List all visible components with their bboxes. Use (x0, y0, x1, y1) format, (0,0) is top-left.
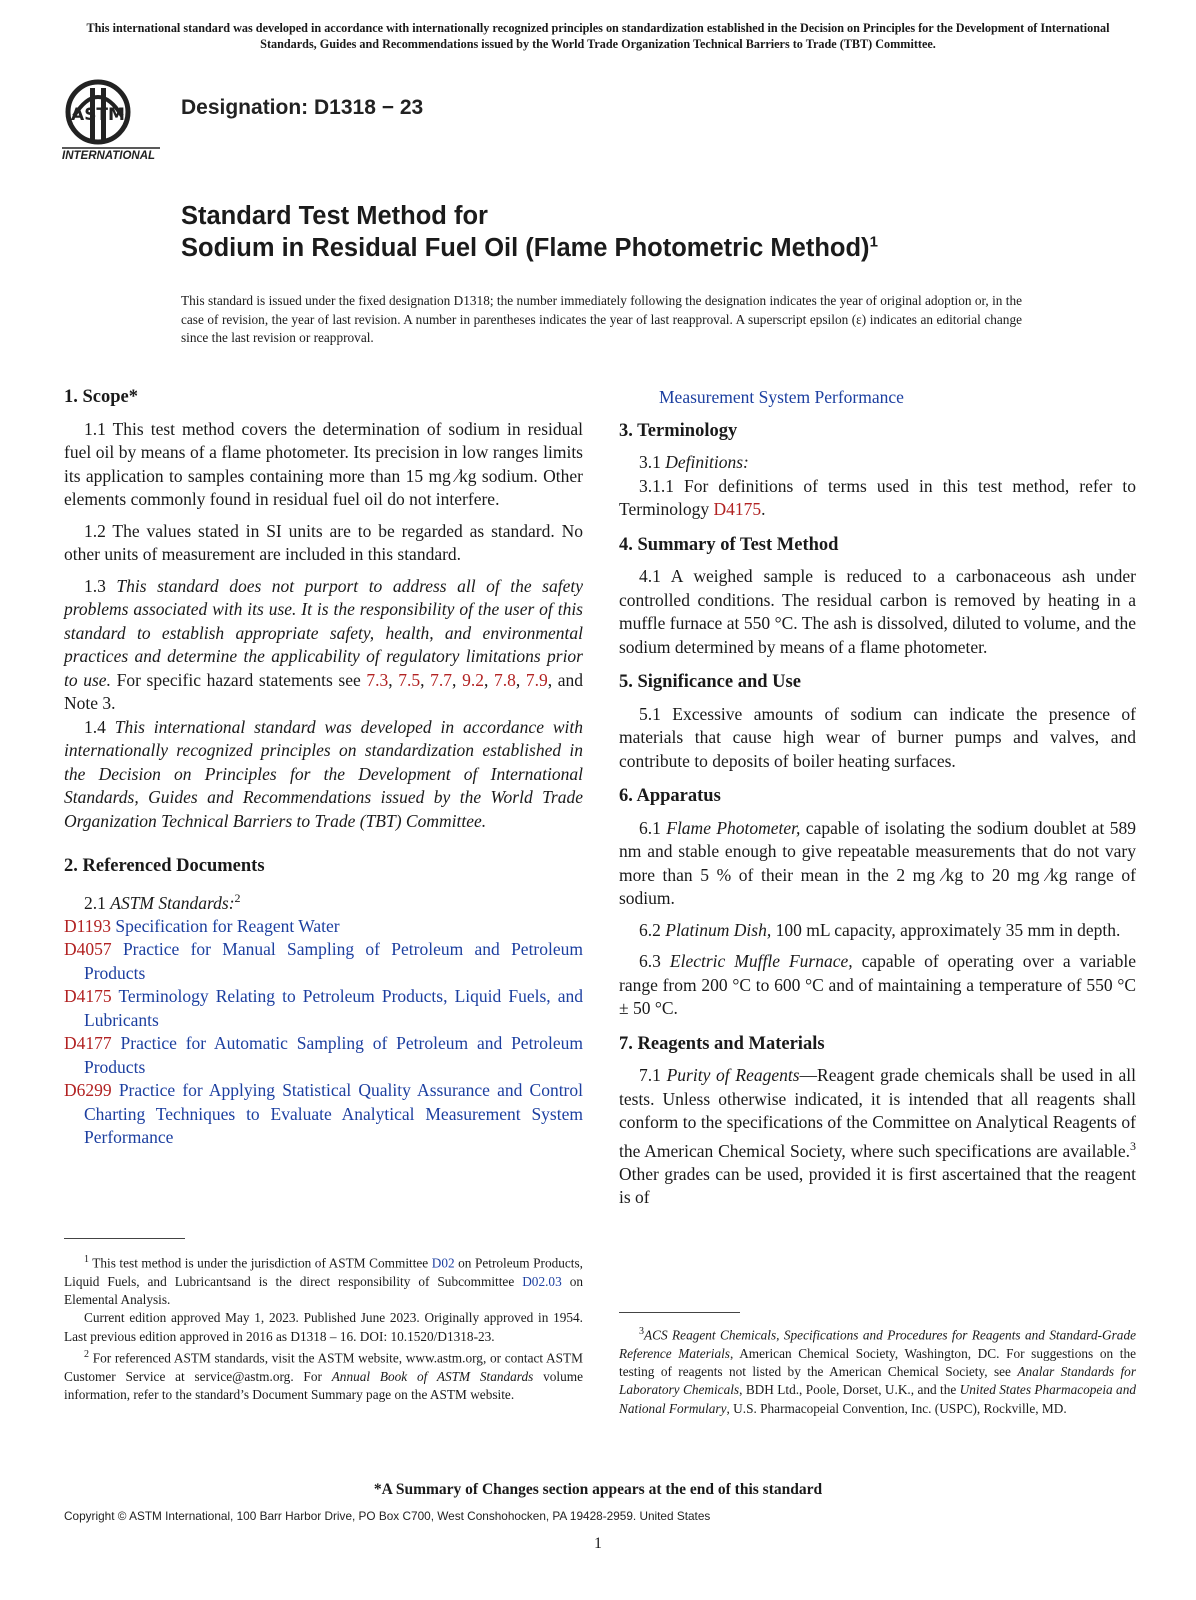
ref-link-7-7[interactable]: 7.7 (430, 669, 453, 690)
ref-link-7-5[interactable]: 7.5 (398, 669, 421, 690)
document-title (181, 200, 878, 264)
top-note: This international standard was developed in accordance with internationally recognized principles on standardization established in the Decision on Principles for the Development of International Standards, Guides and Recommendations issued by the World Trade Organization Technical Barriers to Trade (TBT) Committee. (86, 21, 1110, 51)
astm-logo (60, 70, 172, 166)
subcommittee-d02-03-link[interactable]: D02.03 (522, 1273, 562, 1289)
terminology-para-3-1: 3.1 Definitions: (639, 452, 749, 472)
terminology-para-3-1-1: 3.1.1 For definitions of terms used in this test method, refer to Terminology D4175. (619, 475, 1136, 519)
ref-item-d6299[interactable]: D6299 Practice for Applying Statistical Quality Assurance and Control Charting Techniques to Evaluate Analytical Measurement System Performance (64, 1080, 583, 1148)
ref-link-7-3[interactable]: 7.3 (366, 669, 389, 690)
scope-para-1-4: 1.4 This international standard was developed in accordance with internationally recognized principles on standardization established in the Decision on Principles for the Development of International Standards, Guides and Recommendations issued by the World Trade Organization Technical Barriers to Trade (TBT) Committee. (64, 716, 584, 831)
ref-link-7-8[interactable]: 7.8 (493, 669, 516, 690)
title-line-1: Standard Test Method for (181, 202, 488, 230)
reagents-para-7-1: 7.1 Purity of Reagents—Reagent grade chemicals shall be used in all tests. Unless otherwise indicated, it is intended that all reagents shall conform to the specifications of the Committee on Analytical Reagents of the American Chemical Society, where such specifications are available.$^3$ Other grades can be used, provided it is first ascertained that the reagent is of (619, 1065, 1136, 1208)
apparatus-para-6-3: 6.3 Electric Muffle Furnace, capable of operating over a variable range from 200 °C to 600 °C and of maintaining a temperature of 550 °C ± 50 °C. (619, 951, 1137, 1018)
left-column (64, 386, 584, 1148)
scope-para-1-1: 1.1 This test method covers the determination of sodium in residual fuel oil by means of a flame photometer. Its precision in low ranges limits its application to samples containing more than 15 mg ⁄kg sodium. Other elements commonly found in residual fuel oil do not interfere. (64, 418, 583, 509)
ref-item-d1193[interactable]: D1193 Specification for Reagent Water (64, 915, 340, 936)
ref-link-9-2[interactable]: 9.2 (462, 669, 484, 690)
issue-note: This standard is issued under the fixed designation D1318; the number immediately following the designation indicates the year of original adoption or, in the case of revision, the year of last revision. A number in parentheses indicates the year of last reapproval. A superscript epsilon (ε) indicates an editorial change since the last revision or reapproval. (181, 293, 1022, 345)
footnote-1: $^1$ This test method is under the jurisdiction of ASTM Committee D02 on Petroleum Products, Liquid Fuels, and Lubricantsand is the direct responsibility of Subcommittee D02.03 on Elemental Analysis. (64, 1254, 583, 1308)
apparatus-para-6-2: 6.2 Platinum Dish, 100 mL capacity, approximately 35 mm in depth. (639, 919, 1121, 940)
footnote-rule-right (619, 1312, 740, 1313)
section-summary-heading: 4. Summary of Test Method (619, 534, 839, 555)
logo-text: ASTM (71, 105, 125, 125)
ref-item-d4177[interactable]: D4177 Practice for Automatic Sampling of Petroleum and Petroleum Products (64, 1033, 584, 1077)
designation: Designation: D1318 − 23 (181, 96, 424, 119)
footnote-rule (64, 1238, 185, 1239)
ref-link-d4175[interactable]: D4175 (713, 499, 762, 519)
section-significance-heading: 5. Significance and Use (619, 672, 801, 692)
summary-of-changes-note: *A Summary of Changes section appears at the end of this standard (373, 1481, 823, 1498)
ref-item-d4057[interactable]: D4057 Practice for Manual Sampling of Petroleum and Petroleum Products (64, 939, 583, 983)
footnote-2: $^2$ For referenced ASTM standards, visit the ASTM website, www.astm.org, or contact ASTM Customer Service at service@astm.org. For Annual Book of ASTM Standards volume information, refer to the standard’s Document Summary page on the ASTM website. (64, 1348, 584, 1402)
logo-subtext: INTERNATIONAL (62, 150, 156, 162)
section-scope-heading: 1. Scope* (64, 387, 138, 407)
footnote-3: $^3$ACS Reagent Chemicals, Specifications and Procedures for Reagents and Standard-Grade Reference Materials, American Chemical Society, Washington, DC. For suggestions on the testing of reagents not listed by the American Chemical Society, see Analar Standards for Laboratory Chemicals, BDH Ltd., Poole, Dorset, U.K., and the United States Pharmacopeia and National Formulary, U.S. Pharmacopeial Convention, Inc. (USPC), Rockville, MD. (619, 1326, 1137, 1416)
right-column (619, 386, 1136, 1210)
apparatus-para-6-1: 6.1 Flame Photometer, capable of isolating the sodium doublet at 589 nm and stable enough to give repeatable measurements that do not vary more than 5 % of their mean in the 2 mg ⁄kg to 20 mg ⁄kg range of sodium. (619, 817, 1136, 908)
committee-d02-link[interactable]: D02 (431, 1255, 455, 1271)
ref-item-d4175[interactable]: D4175 Terminology Relating to Petroleum Products, Liquid Fuels, and Lubricants (64, 986, 584, 1030)
ref-item-d6299-continued[interactable]: Measurement System Performance (659, 387, 904, 407)
footnotes-left (64, 1238, 583, 1404)
section-refdocs-heading: 2. Referenced Documents (64, 856, 265, 876)
footnotes-right (619, 1312, 1136, 1418)
copyright-line: Copyright © ASTM International, 100 Barr Harbor Drive, PO Box C700, West Conshohocken, PA 19428-2959. United States (64, 1509, 711, 1523)
scope-para-1-3: 1.3 This standard does not purport to address all of the safety problems associated with its use. It is the responsibility of the user of this standard to establish appropriate safety, health, and environmental practices and determine the applicability of regulatory limitations prior to use. For specific hazard statements see 7.3, 7.5, 7.7, 9.2, 7.8, 7.9, and Note 3. (64, 575, 584, 713)
refdocs-sub-2-1: 2.1 ASTM Standards:$^2$ (84, 890, 241, 913)
section-reagents-heading: 7. Reagents and Materials (619, 1033, 825, 1054)
summary-para-4-1: 4.1 A weighed sample is reduced to a carbonaceous ash under controlled conditions. The residual carbon is removed by heating in a muffle furnace at 550 °C. The ash is dissolved, diluted to volume, and the sodium determined by means of a flame photometer. (619, 566, 1136, 657)
footnote-1-edition: Current edition approved May 1, 2023. Published June 2023. Originally approved in 1954. Last previous edition approved in 2016 as D1318 – 16. DOI: 10.1520/D1318-23. (64, 1310, 583, 1344)
section-terminology-heading: 3. Terminology (619, 420, 738, 441)
scope-para-1-2: 1.2 The values stated in SI units are to be regarded as standard. No other units of measurement are included in this standard. (64, 520, 583, 564)
page-number: 1 (594, 1535, 602, 1552)
section-apparatus-heading: 6. Apparatus (619, 786, 721, 806)
significance-para-5-1: 5.1 Excessive amounts of sodium can indicate the presence of materials that cause high wear of burner pumps and valves, and contribute to deposits of boiler heating surfaces. (619, 703, 1136, 771)
title-footnote-marker: 1 (869, 233, 878, 251)
title-line-2: Sodium in Residual Fuel Oil (Flame Photometric Method)$^1$ (181, 233, 878, 262)
ref-link-7-9[interactable]: 7.9 (525, 669, 548, 690)
